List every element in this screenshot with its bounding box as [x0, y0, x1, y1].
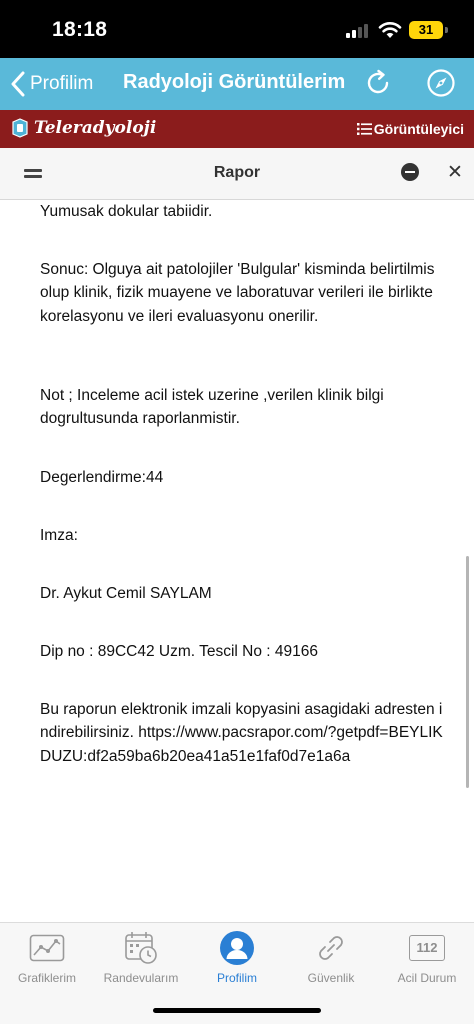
minimize-icon[interactable] — [401, 163, 419, 181]
refresh-icon[interactable] — [363, 68, 393, 98]
brand-name: Teleradyoloji — [34, 118, 157, 138]
link-icon — [313, 930, 349, 966]
brand-bar — [0, 110, 474, 148]
tab-grafiklerim[interactable] — [0, 929, 94, 989]
report-paragraph: Dip no : 89CC42 Uzm. Tescil No : 49166 — [40, 643, 318, 660]
logo-emblem-icon — [10, 117, 30, 139]
app-nav-bar — [0, 58, 474, 110]
wifi-icon — [378, 21, 402, 39]
report-paragraph: Yumusak dokular tabiidir. — [40, 203, 213, 220]
home-indicator — [153, 1008, 321, 1013]
compass-icon[interactable] — [426, 68, 456, 98]
report-paragraph: Degerlendirme:44 — [40, 469, 164, 486]
close-icon[interactable]: ✕ — [447, 162, 463, 183]
battery-icon: 31 — [409, 21, 443, 39]
page-title: Radyoloji Görüntülerim — [123, 71, 346, 93]
chevron-left-icon — [10, 71, 26, 97]
report-paragraph: Bu raporun elektronik imzali kopyasini asagidaki adresten indirebilirsiniz. https://www.pacsrapor.com/?getpdf=BEYLIKDUZU:df2a59ba6b20ea41a51e1faf0d7e1a6a — [40, 701, 443, 765]
report-panel-header — [0, 148, 474, 200]
tab-label: Profilim — [216, 971, 257, 985]
tab-randevularim[interactable] — [94, 929, 188, 989]
viewer-button[interactable] — [357, 121, 464, 137]
tab-label: Güvenlik — [307, 971, 355, 985]
back-button[interactable] — [10, 68, 93, 100]
report-panel-title: Rapor — [213, 164, 261, 181]
tab-label: Acil Durum — [397, 971, 457, 985]
cellular-signal-icon — [346, 24, 372, 38]
report-paragraph: Imza: — [40, 527, 78, 544]
report-paragraph: Not ; Inceleme acil istek uzerine ,verilen klinik bilgi dogrultusunda raporlanmistir. — [40, 387, 384, 428]
calendar-clock-icon — [123, 930, 159, 966]
tab-label: Randevularım — [103, 971, 179, 985]
report-paragraph: Sonuc: Olguya ait patolojiler 'Bulgular' kisminda belirtilmis olup klinik, fizik muayene ve laboratuvar verileri ile birlikte korelasyonu ve ileri evaluasyonu onerilir. — [40, 261, 435, 325]
scrollbar[interactable] — [466, 556, 469, 788]
tab-acil-durum[interactable] — [380, 929, 474, 989]
report-signature-name: Dr. Aykut Cemil SAYLAM — [40, 585, 212, 602]
report-content — [40, 200, 450, 922]
tab-guvenlik[interactable] — [284, 929, 378, 989]
viewer-label: Görüntüleyici — [373, 121, 464, 137]
tab-label: Grafiklerim — [17, 971, 76, 985]
tab-profilim[interactable] — [190, 929, 284, 989]
list-icon — [357, 123, 372, 135]
user-icon — [219, 930, 255, 966]
battery-cap — [445, 27, 448, 33]
back-label: Profilim — [30, 73, 94, 94]
teleradyoloji-logo — [10, 117, 156, 139]
status-bar — [0, 0, 474, 58]
status-time: 18:18 — [52, 18, 108, 41]
emergency-112-icon: 112 — [409, 935, 445, 961]
chart-icon — [29, 933, 65, 963]
